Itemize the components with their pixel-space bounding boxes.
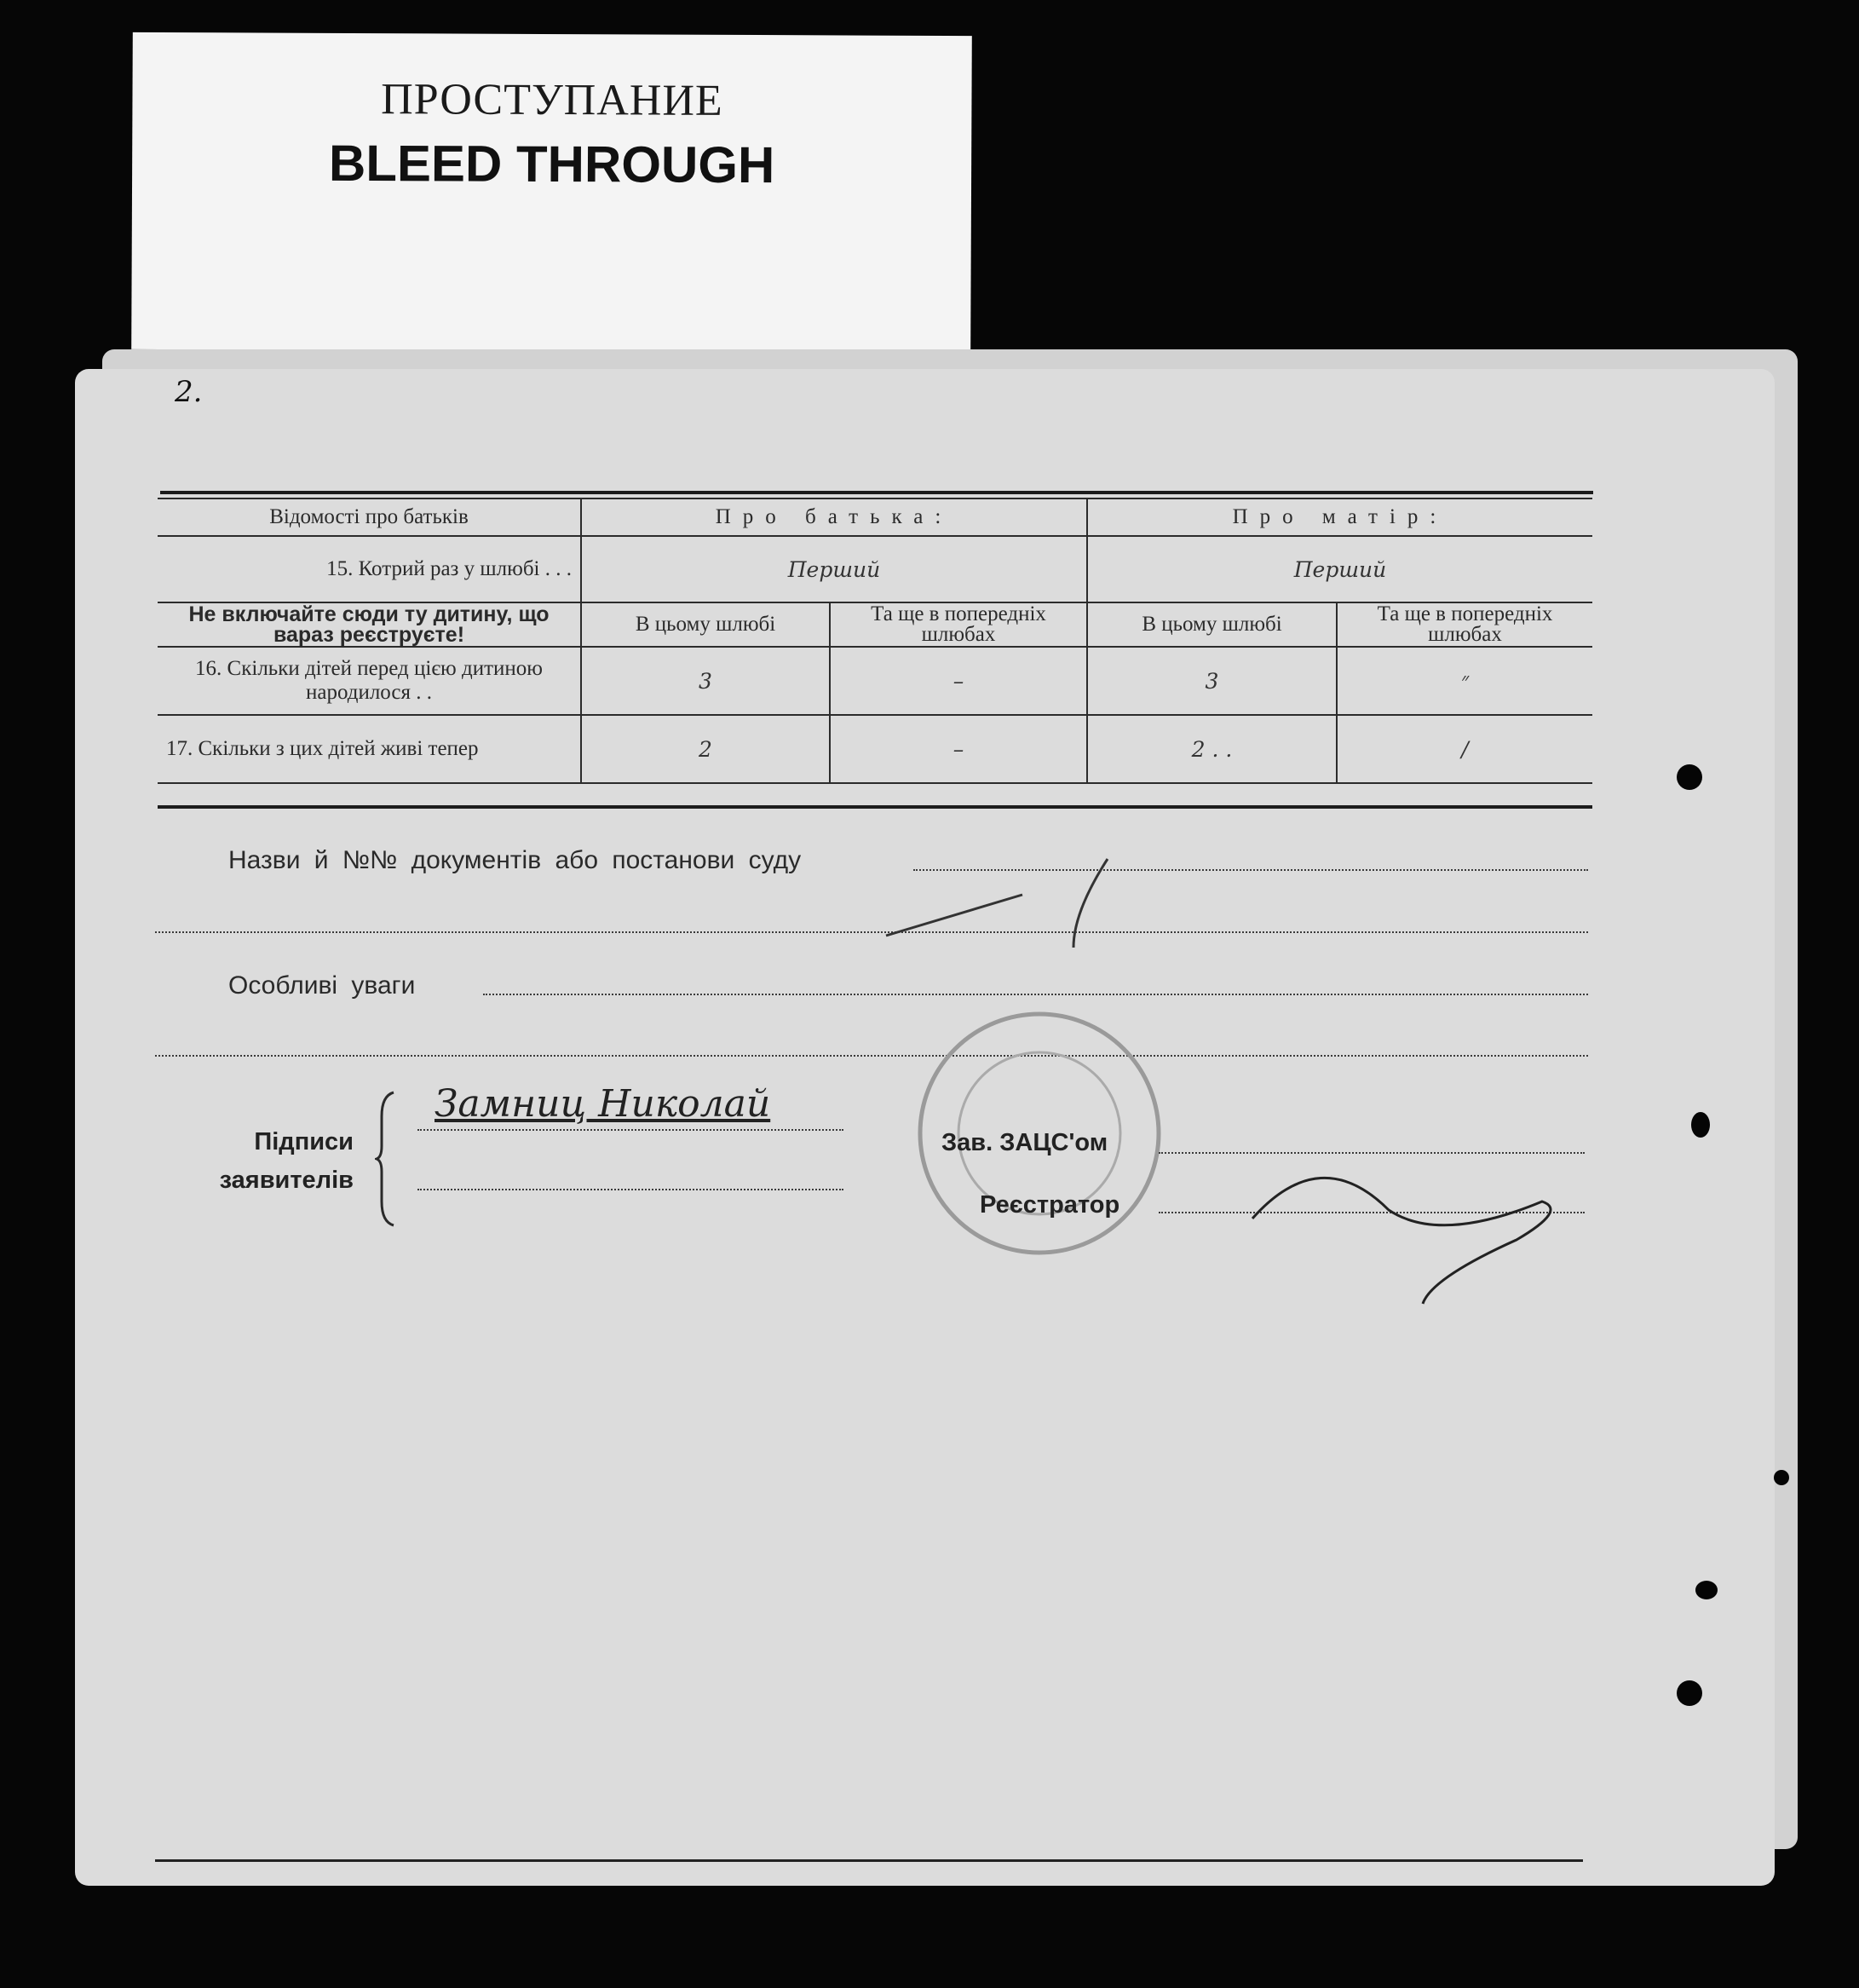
signature-line-2 [417, 1189, 843, 1190]
bleed-through-label-card [131, 32, 972, 353]
row-16 [158, 647, 1592, 715]
punch-hole-2 [1677, 1680, 1702, 1706]
label-english: BLEED THROUGH [328, 134, 775, 194]
row-17-mother-this: 2 . . [1087, 715, 1337, 783]
row-17 [158, 715, 1592, 783]
label-russian: ПРОСТУПАНИЕ [381, 75, 723, 125]
punch-hole-3 [1691, 1112, 1710, 1138]
row-15 [158, 536, 1592, 602]
row-16-mother-prev: ״ [1337, 647, 1592, 715]
remarks-label: Особливі уваги [228, 971, 416, 1000]
subheader-row [158, 602, 1592, 647]
row-17-father-this: 2 [581, 715, 830, 783]
documents-label: Назви й №№ документів або постанови суду [228, 846, 802, 874]
signature-line-1 [417, 1129, 843, 1131]
header-parents-info: Відомості про батьків [158, 498, 581, 536]
row-16-mother-this: 3 [1087, 647, 1337, 715]
registrar-label: Реєстратор [980, 1191, 1120, 1219]
subheader-father-this-marriage: В цьому шлюбі [581, 602, 830, 647]
row-17-mother-prev: / [1337, 715, 1592, 783]
row-15-mother-value: Перший [1087, 536, 1592, 602]
page-bottom-rule [155, 1859, 1583, 1862]
table-bottom-rule [158, 805, 1592, 809]
applicant-signature: Замниц Николай [435, 1082, 771, 1126]
signatures-brace [375, 1091, 400, 1227]
subheader-father-previous-marriages: Та ще в попередніх шлюбах [830, 602, 1087, 647]
row-17-father-prev: – [830, 715, 1087, 783]
row-16-father-prev: – [830, 647, 1087, 715]
handwritten-marks [878, 852, 1602, 1312]
row-17-label: 17. Скільки з цих дітей живі тепер [158, 715, 581, 783]
corner-mark: 2. [175, 375, 203, 409]
row-16-father-this: 3 [581, 647, 830, 715]
row-15-label: 15. Котрий раз у шлюбі . . . [158, 536, 581, 602]
signatures-label: Підписи заявителів [219, 1128, 354, 1194]
head-of-registry-label: Зав. ЗАЦС'ом [941, 1129, 1108, 1156]
punch-hole-4 [1695, 1581, 1718, 1599]
subheader-mother-this-marriage: В цьому шлюбі [1087, 602, 1337, 647]
row-16-label: 16. Скільки дітей перед цією дитиною народилося . . [158, 647, 581, 715]
header-father: Про батька: [581, 498, 1087, 536]
parents-info-table [158, 498, 1592, 784]
table-top-rule [160, 491, 1593, 494]
exclusion-warning: Не включайте сюди ту дитину, що вараз реєструєте! [158, 602, 581, 647]
punch-hole-1 [1677, 764, 1702, 790]
subheader-mother-previous-marriages: Та ще в попередніх шлюбах [1337, 602, 1592, 647]
header-mother: Про матір: [1087, 498, 1592, 536]
table-header-row [158, 498, 1592, 536]
row-15-father-value: Перший [581, 536, 1087, 602]
punch-hole-5 [1774, 1470, 1789, 1485]
